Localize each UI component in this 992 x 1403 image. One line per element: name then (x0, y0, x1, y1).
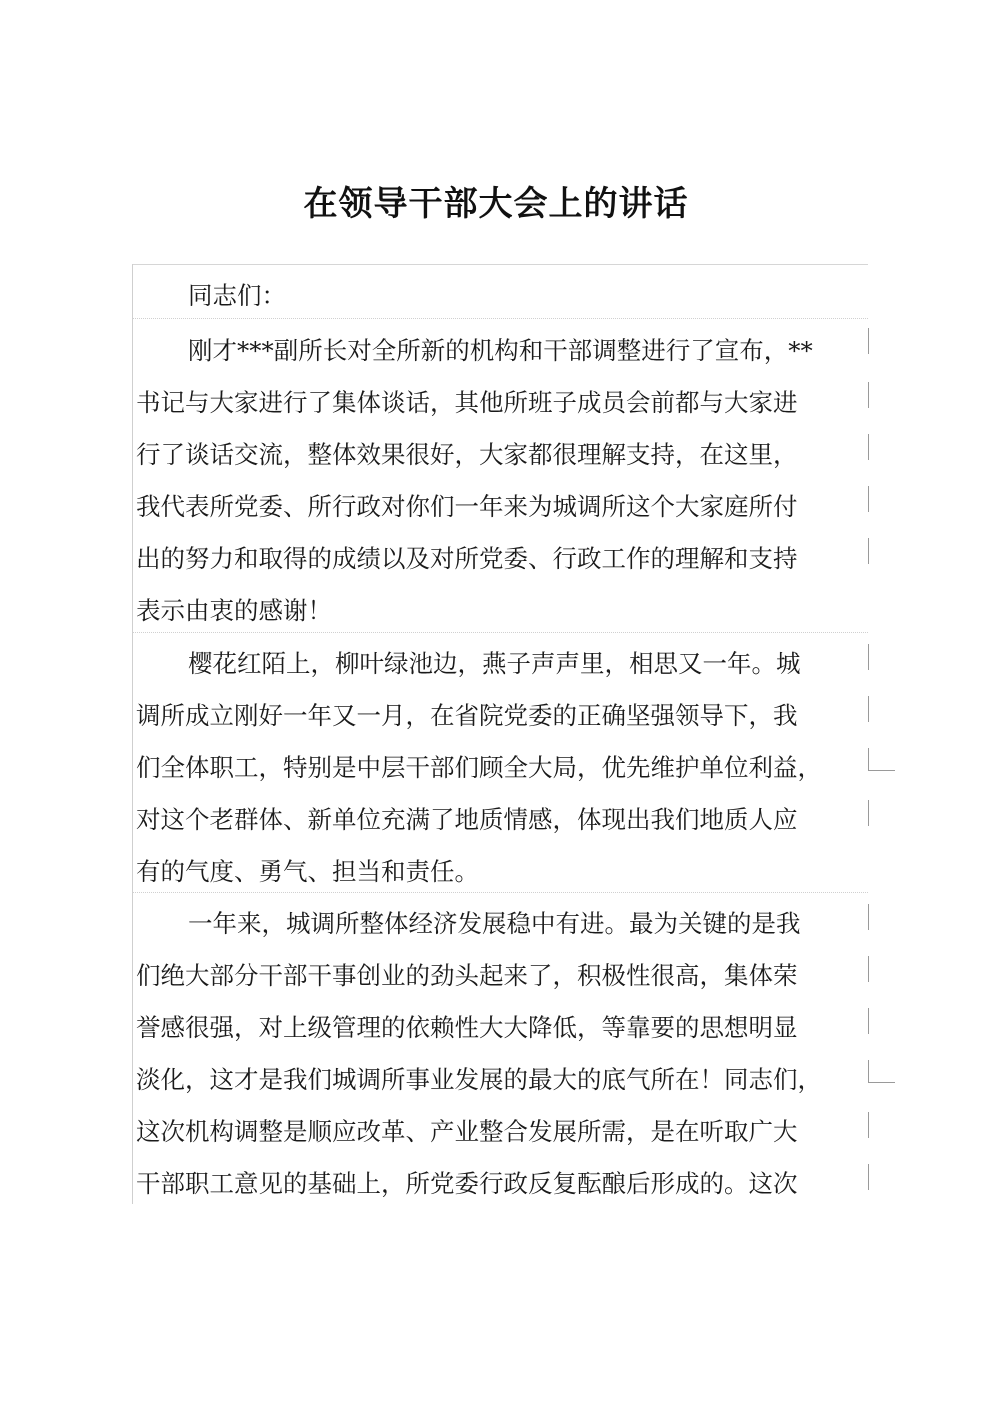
paragraph-1-line-6: 表示由衷的感谢！ (136, 596, 332, 625)
paragraph-separator (132, 318, 868, 319)
right-edge-mark (868, 800, 869, 826)
paragraph-2-line-2: 调所成立刚好一年又一月，在省院党委的正确坚强领导下，我 (136, 701, 798, 730)
right-edge-mark (868, 382, 869, 408)
paragraph-3-line-3: 誉感很强，对上级管理的依赖性大大降低，等靠要的思想明显 (136, 1013, 798, 1042)
right-edge-mark (868, 1008, 869, 1034)
paragraph-2-line-5: 有的气度、勇气、担当和责任。 (136, 857, 479, 886)
paragraph-2-line-4: 对这个老群体、新单位充满了地质情感，体现出我们地质人应 (136, 805, 798, 834)
document-title: 在领导干部大会上的讲话 (303, 184, 689, 224)
paragraph-1-line-3: 行了谈话交流，整体效果很好，大家都很理解支持，在这里， (136, 440, 798, 469)
right-edge-mark (868, 486, 869, 512)
right-edge-tick (868, 748, 895, 771)
paragraph-1-line-1: 刚才***副所长对全所新的机构和干部调整进行了宣布，** (188, 336, 813, 365)
right-edge-mark (868, 1164, 869, 1190)
paragraph-3-line-4: 淡化，这才是我们城调所事业发展的最大的底气所在！同志们， (136, 1065, 822, 1094)
right-edge-mark (868, 538, 869, 564)
paragraph-separator (132, 892, 868, 893)
paragraph-separator (132, 632, 868, 633)
right-edge-mark (868, 644, 869, 670)
paragraph-1-line-5: 出的努力和取得的成绩以及对所党委、行政工作的理解和支持 (136, 544, 798, 573)
paragraph-1-line-4: 我代表所党委、所行政对你们一年来为城调所这个大家庭所付 (136, 492, 798, 521)
paragraph-3-line-2: 们绝大部分干部干事创业的劲头起来了，积极性很高，集体荣 (136, 961, 798, 990)
paragraph-2-line-3: 们全体职工，特别是中层干部们顾全大局，优先维护单位利益， (136, 753, 822, 782)
paragraph-2-line-1: 樱花红陌上，柳叶绿池边，燕子声声里，相思又一年。城 (188, 649, 801, 678)
right-edge-tick (868, 1060, 895, 1083)
paragraph-3-line-1: 一年来，城调所整体经济发展稳中有进。最为关键的是我 (188, 909, 801, 938)
right-edge-mark (868, 904, 869, 930)
right-edge-mark (868, 696, 869, 722)
paragraph-1-line-2: 书记与大家进行了集体谈话，其他所班子成员会前都与大家进 (136, 388, 798, 417)
right-edge-mark (868, 956, 869, 982)
text-frame-left-border (132, 264, 133, 1204)
paragraph-3-line-6: 干部职工意见的基础上，所党委行政反复酝酿后形成的。这次 (136, 1169, 798, 1198)
right-edge-mark (868, 328, 869, 354)
right-edge-mark (868, 434, 869, 460)
greeting-line: 同志们： (188, 281, 286, 310)
right-edge-mark (868, 1112, 869, 1138)
paragraph-3-line-5: 这次机构调整是顺应改革、产业整合发展所需，是在听取广大 (136, 1117, 798, 1146)
text-frame-top-border (132, 264, 868, 265)
